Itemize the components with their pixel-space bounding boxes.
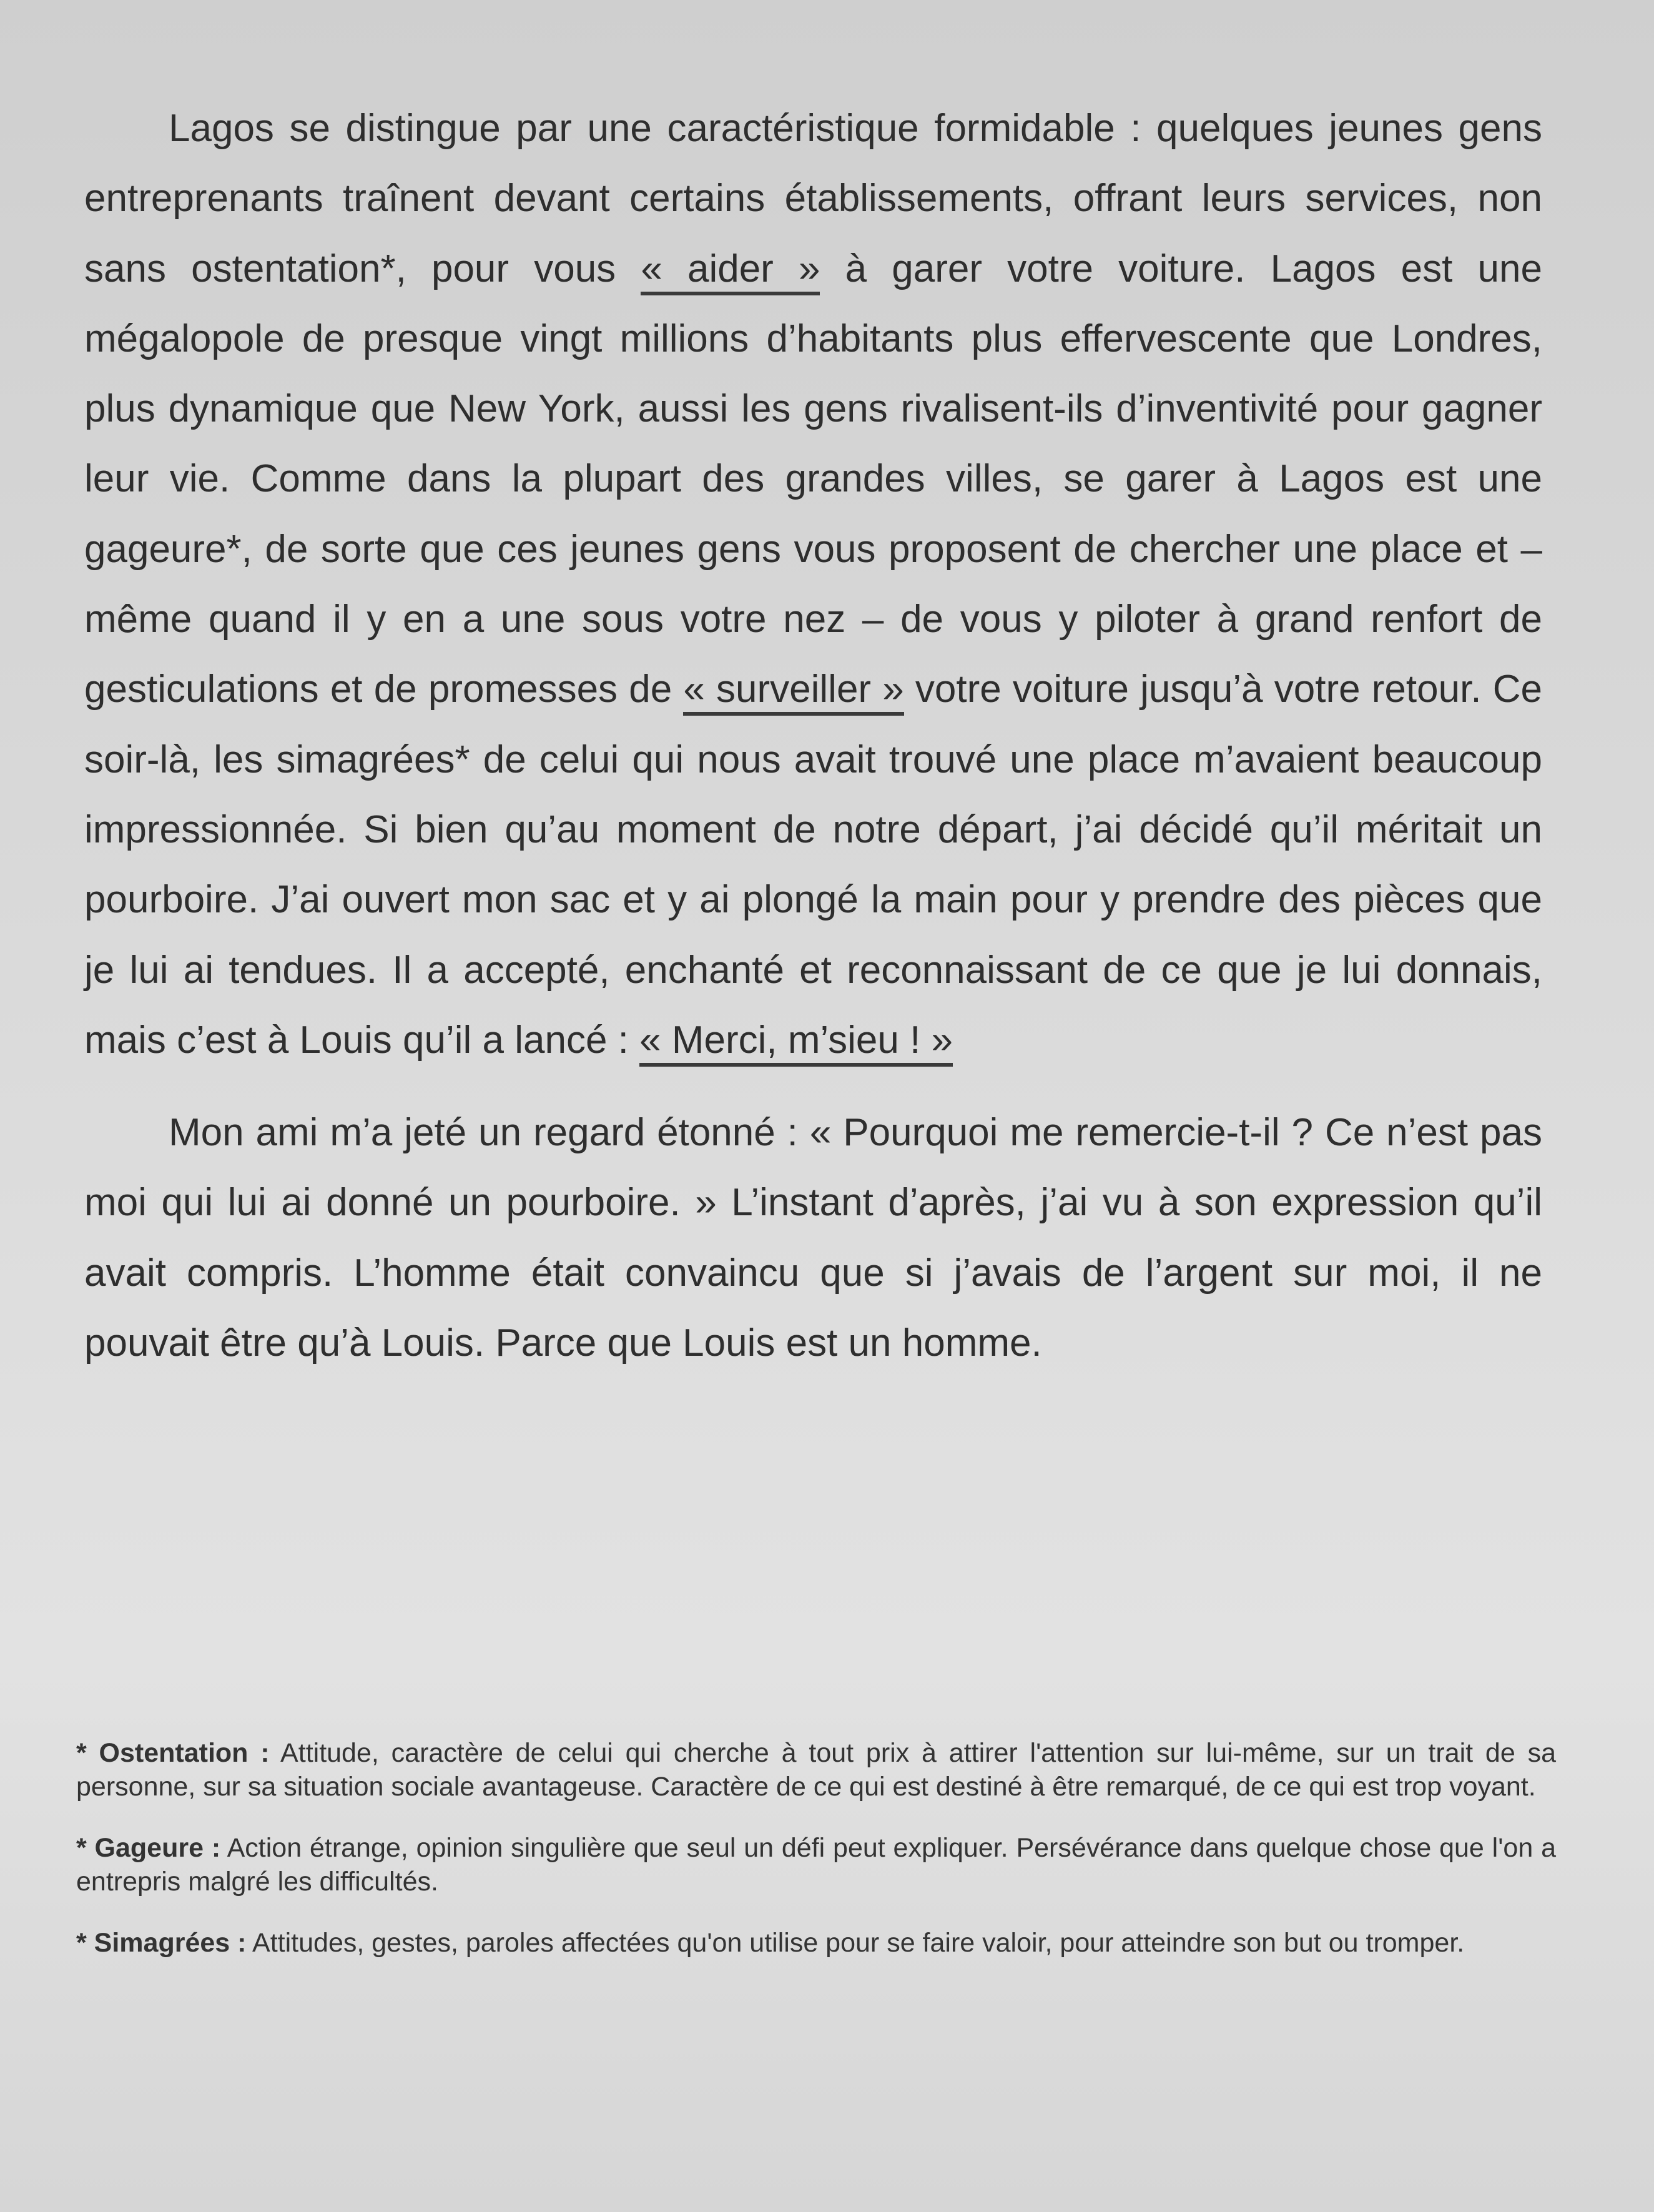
underlined-quote-surveiller: « surveiller » — [683, 668, 903, 716]
footnote-gageure — [76, 1831, 1556, 1898]
paragraph-2 — [84, 1098, 1542, 1378]
paragraph-1 — [84, 94, 1542, 1075]
main-text — [84, 94, 1542, 1378]
footnote-term: * Ostentation : — [76, 1738, 270, 1768]
text-segment: votre voiture jusqu’à votre retour. Ce soir-là, les simagrées* de celui qui nous avait trouvé une place m’avaient beaucoup impressionnée. Si bien qu’au moment de notre départ, j’ai décidé qu’il méritait un pourboire. J’ai ouvert mon sac et y ai plongé la main pour y prendre des pièces que je lui ai tendues. Il a accepté, enchanté et reconnaissant de ce que je lui donnais, mais c’est à Louis qu’il a lancé : — [84, 668, 1542, 1062]
footnote-definition: Attitudes, gestes, paroles affectées qu'on utilise pour se faire valoir, pour atteindre son but ou tromper. — [246, 1928, 1465, 1958]
footnote-term: * Gageure : — [76, 1833, 221, 1863]
underlined-quote-aider: « aider » — [641, 247, 820, 295]
text-segment: Mon ami m’a jeté un regard étonné : « Pourquoi me remercie-t-il ? Ce n’est pas moi qui lui ai donné un pourboire. » L’instant d’après, j’ai vu à son expression qu’il avait compris. L’homme était convaincu que si j’avais de l’argent sur moi, il ne pouvait être qu’à Louis. Parce que Louis est un homme. — [84, 1111, 1542, 1365]
footnote-simagrees — [76, 1926, 1556, 1960]
footnote-definition: Attitude, caractère de celui qui cherche à tout prix à attirer l'attention sur lui-même, sur un trait de sa personne, sur sa situation sociale avantageuse. Caractère de ce qui est destiné à être remarqué, de ce qui est trop voyant. — [76, 1738, 1556, 1802]
text-segment: à garer votre voiture. Lagos est une mégalopole de presque vingt millions d’habitants plus effervescente que Londres, plus dynamique que New York, aussi les gens rivalisent-ils d’inventivité pour gagner leur vie. Comme dans la plupart des grandes villes, se garer à Lagos est une gageure*, de sorte que ces jeunes gens vous proposent de chercher une place et – même quand il y en a une sous votre nez – de vous y piloter à grand renfort de gesticulations et de promesses de — [84, 247, 1542, 711]
text-segment: Lagos se distingue par une caractéristique formidable : quelques jeunes gens entreprenants traînent devant certains établissements, offrant leurs services, non sans ostentation*, pour vous — [84, 107, 1542, 290]
footnote-term: * Simagrées : — [76, 1928, 247, 1958]
footnote-ostentation — [76, 1736, 1556, 1804]
footnote-definition: Action étrange, opinion singulière que seul un défi peut expliquer. Persévérance dans quelque chose que l'on a entrepris malgré les difficultés. — [76, 1833, 1556, 1897]
footnotes — [76, 1736, 1556, 1987]
underlined-quote-merci: « Merci, m’sieu ! » — [639, 1019, 953, 1067]
